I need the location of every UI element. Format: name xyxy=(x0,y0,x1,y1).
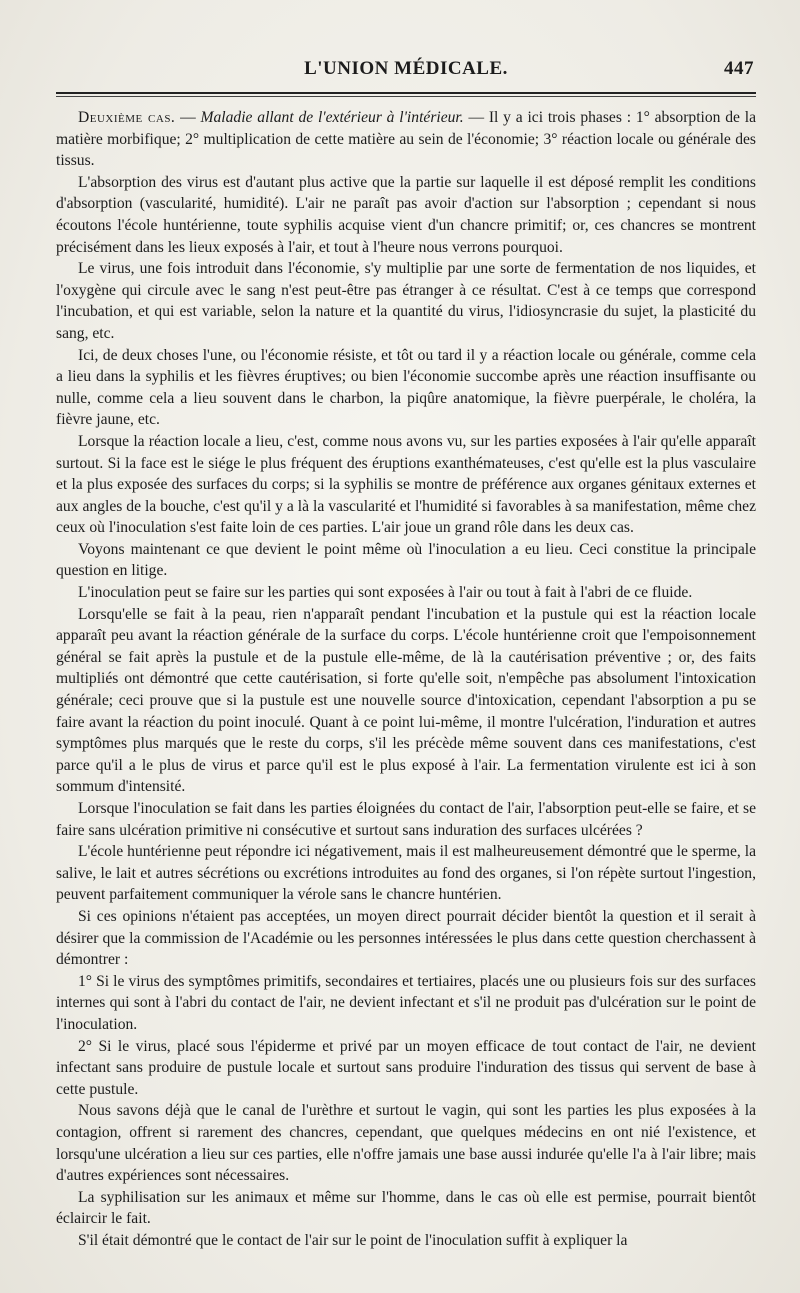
lead-text: — Il y a ici trois phases : 1° absorption de la matière morbifique; 2° multiplication de cette matière au sein de l'économie; 3° réaction locale ou générale des tissus. xyxy=(56,109,757,170)
paragraph: Lorsque la réaction locale a lieu, c'est, comme nous avons vu, sur les parties exposées à l'air qu'elle apparaît surtout. Si la face est le siége le plus fréquent des éruptions exanthémateuses, c'est qu'elle est la plus vasculaire et la plus exposée des surfaces du corps; si la syphilis se montre de préférence aux organes génitaux externes et aux angles de la bouche, c'est qu'il y a là la vascularité et l'humidité si favorables à sa manifestation, même chez ceux où l'inoculation s'est faite loin de ces parties. L'air joue un grand rôle dans les deux cas. xyxy=(56,432,756,537)
list-item: 2° Si le virus, placé sous l'épiderme et privé par un moyen efficace de tout contact de l'air, ne devient infectant sans produire de pustule locale et surtout sans produire l'induration des tissus qui servent de base à cette pustule. xyxy=(56,1037,756,1098)
paragraph: La syphilisation sur les animaux et même sur l'homme, dans le cas où elle est permise, pourrait bientôt éclaircir le fait. xyxy=(56,1188,756,1228)
paragraph: Voyons maintenant ce que devient le point même où l'inoculation a eu lieu. Ceci constitue la principale question en litige. xyxy=(56,540,756,580)
paragraph: Si ces opinions n'étaient pas acceptées, un moyen direct pourrait décider bientôt la question et il serait à désirer que la commission de l'Académie ou les personnes intéressées le plus dans cette question cherchassent à démontrer : xyxy=(56,907,756,969)
paragraph: Lorsque l'inoculation se fait dans les parties éloignées du contact de l'air, l'absorption peut-elle se faire, et se faire sans ulcération primitive ni consécutive et surtout sans induration des surfaces ulcérées ? xyxy=(56,800,756,839)
paragraph: L'inoculation peut se faire sur les parties qui sont exposées à l'air ou tout à fait à l'abri de ce fluide. xyxy=(78,584,693,602)
lead-paragraph xyxy=(56,107,756,172)
page-number: 447 xyxy=(724,58,754,79)
paragraph: Lorsqu'elle se fait à la peau, rien n'apparaît pendant l'incubation et la pustule qui est la réaction locale apparaît peu avant la réaction générale de la surface du corps. L'école huntérienne croit que l'empoisonnement général se fait après la pustule et de la pustule elle-même, de là la cautérisation préventive ; or, des faits multipliés ont démontré que cette cautérisation, si forte qu'elle soit, n'empêche pas absolument l'intoxication générale; ceci prouve que si la pustule est une nouvelle source d'intoxication, cependant l'absorption a pu se faire avant la réaction du point inoculé. Quant à ce point lui-même, il montre l'ulcération, l'induration et autres symptômes plus marqués que le reste du corps, s'il les précède même souvent dans ces manifestations, c'est parce qu'il a le plus de virus et parce qu'il est le plus exposé à l'air. La fermentation virulente est ici à son sommum d'intensité. xyxy=(56,605,756,796)
paragraph: L'absorption des virus est d'autant plus active que la partie sur laquelle il est déposé remplit les conditions d'absorption (vascularité, humidité). L'air ne paraît pas avoir d'action sur l'absorption ; cependant si nous écoutons l'école huntérienne, toute syphilis acquise vient d'un chancre primitif; or, ces chancres se montrent précisément dans les lieux exposés à l'air, et tout à l'heure nous verrons pourquoi. xyxy=(56,173,756,256)
paragraph: Nous savons déjà que le canal de l'urèthre et surtout le vagin, qui sont les parties les plus exposées à la contagion, offrent si rarement des chancres, cependant, que quelques médecins en ont nié l'existence, et lorsqu'une ulcération a lieu sur ces parties, elle n'offre jamais une base aussi indurée qu'elle l'a à l'air libre; mais d'autres expériences sont nécessaires. xyxy=(56,1102,756,1185)
paragraph: Ici, de deux choses l'une, ou l'économie résiste, et tôt ou tard il y a réaction locale ou générale, comme cela a lieu dans la syphilis et les fièvres éruptives; ou bien l'économie succombe après une réaction insuffisante ou nulle, comme cela a lieu souvent dans le charbon, la piqûre anatomique, la fièvre puerpérale, le choléra, la fièvre jaune, etc. xyxy=(56,346,756,429)
case-label: Deuxième cas. xyxy=(78,109,176,126)
paragraph: L'école huntérienne peut répondre ici négativement, mais il est malheureusement démontré que le sperme, la salive, le lait et autres sécrétions ou excrétions introduites au fond des organes, si l'on répète surtout l'ingestion, peuvent parfaitement communiquer la vérole sans le chancre huntérien. xyxy=(56,843,756,904)
running-title: L'UNION MÉDICALE. xyxy=(304,58,508,79)
header-rule-thin xyxy=(56,96,756,97)
lead-dash: — xyxy=(175,109,201,126)
list-item: 1° Si le virus des symptômes primitifs, secondaires et tertiaires, placés une ou plusieurs fois sur des surfaces internes qui sont à l'abri du contact de l'air, ne devient infectant et s'il ne produit pas d'ulcération sur le point de l'inoculation. xyxy=(56,972,756,1033)
page-header xyxy=(56,58,756,86)
header-rule xyxy=(56,92,756,94)
article-body xyxy=(56,107,756,1251)
paragraph: S'il était démontré que le contact de l'air sur le point de l'inoculation suffit à expliquer la xyxy=(78,1231,628,1249)
case-title: Maladie allant de l'extérieur à l'intérieur. xyxy=(200,109,464,126)
paragraph: Le virus, une fois introduit dans l'économie, s'y multiplie par une sorte de fermentation de nos liquides, et l'oxygène qui circule avec le sang n'est peut-être pas étranger à ce résultat. C'est à ce temps que correspond l'incubation, et qui est variable, selon la nature et la quantité du virus, l'idiosyncrasie du sujet, la plasticité du sang, etc. xyxy=(56,260,756,342)
